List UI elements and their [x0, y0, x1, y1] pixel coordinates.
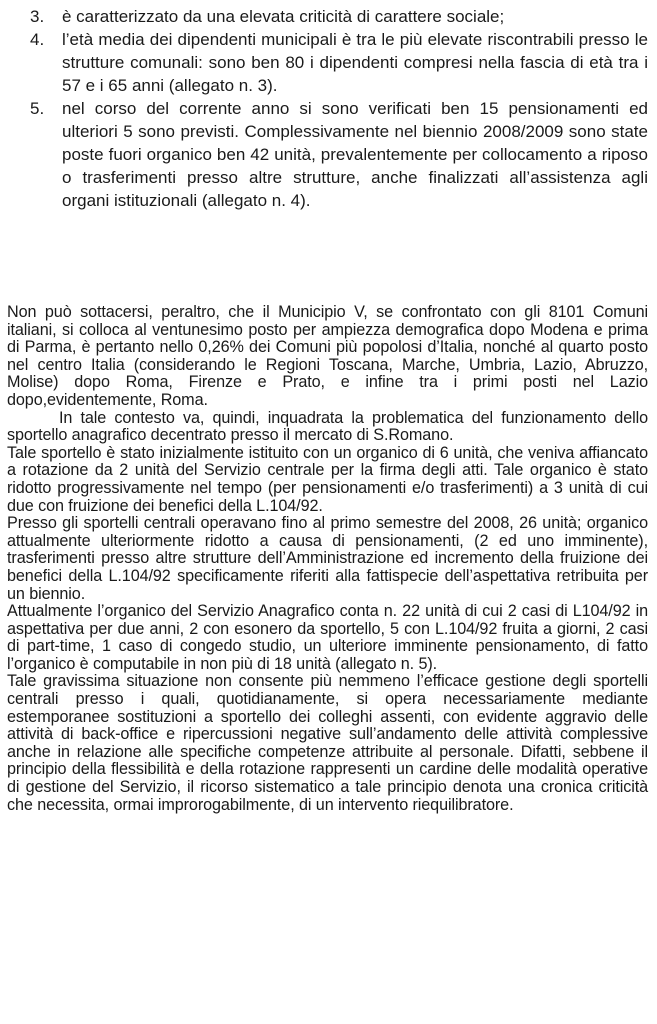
- list-item-number: 5.: [30, 99, 45, 118]
- list-item: [0, 28, 657, 97]
- list-item-text: l’età media dei dipendenti municipali è tra le più elevate riscontrabili presso le strutture comunali: sono ben 80 i dipendenti compresi nella fascia di età tra i 57 e i 65 anni (allegato n. 3).: [62, 30, 648, 95]
- paragraph: Non può sottacersi, peraltro, che il Municipio V, se confrontato con gli 8101 Comuni italiani, si colloca al ventunesimo posto per ampiezza demografica dopo Modena e prima di Parma, è pertanto nello 0,26% dei Comuni più popolosi d’Italia, nonché al quarto posto nel centro Italia (considerando le Regioni Toscana, Marche, Umbria, Lazio, Abruzzo, Molise) dopo Roma, Firenze e Prato, e infine tra i primi posti nel Lazio dopo,evidentemente, Roma.: [7, 303, 648, 409]
- paragraph: In tale contesto va, quindi, inquadrata la problematica del funzionamento dello sportello anagrafico decentrato presso il mercato di S.Romano.: [7, 408, 648, 445]
- list-item-text: nel corso del corrente anno si sono verificati ben 15 pensionamenti ed ulteriori 5 sono previsti. Complessivamente nel biennio 2008/2009 sono state poste fuori organico ben 42 unità, prevalentemente per collocamento a riposo o trasferimenti presso altre strutture, anche finalizzati all’assistenza agli organi istituzionali (allegato n. 4).: [62, 99, 648, 210]
- paragraph: Presso gli sportelli centrali operavano fino al primo semestre del 2008, 26 unità; organico attualmente ulteriormente ridotto a causa di pensionamenti, (2 ed uno imminente), trasferimenti presso altre strutture dell’Amministrazione ed incremento della fruizione dei benefici della L.104/92 specificamente riferiti alla fattispecie dell’aspettativa retribuita per un biennio.: [7, 514, 648, 603]
- list-item: [0, 97, 657, 212]
- list-item-number: 4.: [30, 30, 45, 49]
- paragraph: Attualmente l’organico del Servizio Anagrafico conta n. 22 unità di cui 2 casi di L104/92 in aspettativa per due anni, 2 con esonero da sportello, 5 con L.104/92 fruita a giorni, 2 casi di part-time, 1 caso di congedo studio, un ulteriore imminente pensionamento, di fatto l’organico è computabile in non più di 18 unità (allegato n. 5).: [7, 602, 648, 673]
- list-item-number: 3.: [30, 7, 45, 26]
- list-item-text: è caratterizzato da una elevata criticità di carattere sociale;: [62, 7, 505, 26]
- numbered-list: [0, 5, 657, 212]
- paragraph: Tale gravissima situazione non consente più nemmeno l’efficace gestione degli sportelli centrali presso i quali, quotidianamente, si opera necessariamente mediante estemporanee sostituzioni a sportello dei colleghi assenti, con evidente aggravio delle attività di back-office e ripercussioni negative sull’andamento delle attività complessive anche in relazione alle specifiche competenze attribuite al personale. Difatti, sebbene il principio della flessibilità e della rotazione rappresenti un cardine delle modalità operative di gestione del Servizio, il ricorso sistematico a tale principio denota una cronica criticità che necessita, ormai improrogabilmente, di un intervento riequilibratore.: [7, 672, 648, 814]
- list-item: [0, 5, 657, 28]
- body-text: [7, 304, 648, 814]
- paragraph: Tale sportello è stato inizialmente istituito con un organico di 6 unità, che veniva affiancato a rotazione da 2 unità del Servizio centrale per la firma degli atti. Tale organico è stato ridotto progressivamente nel tempo (per pensionamenti e/o trasferimenti) a 3 unità di cui due con fruizione dei benefici della L.104/92.: [7, 443, 648, 515]
